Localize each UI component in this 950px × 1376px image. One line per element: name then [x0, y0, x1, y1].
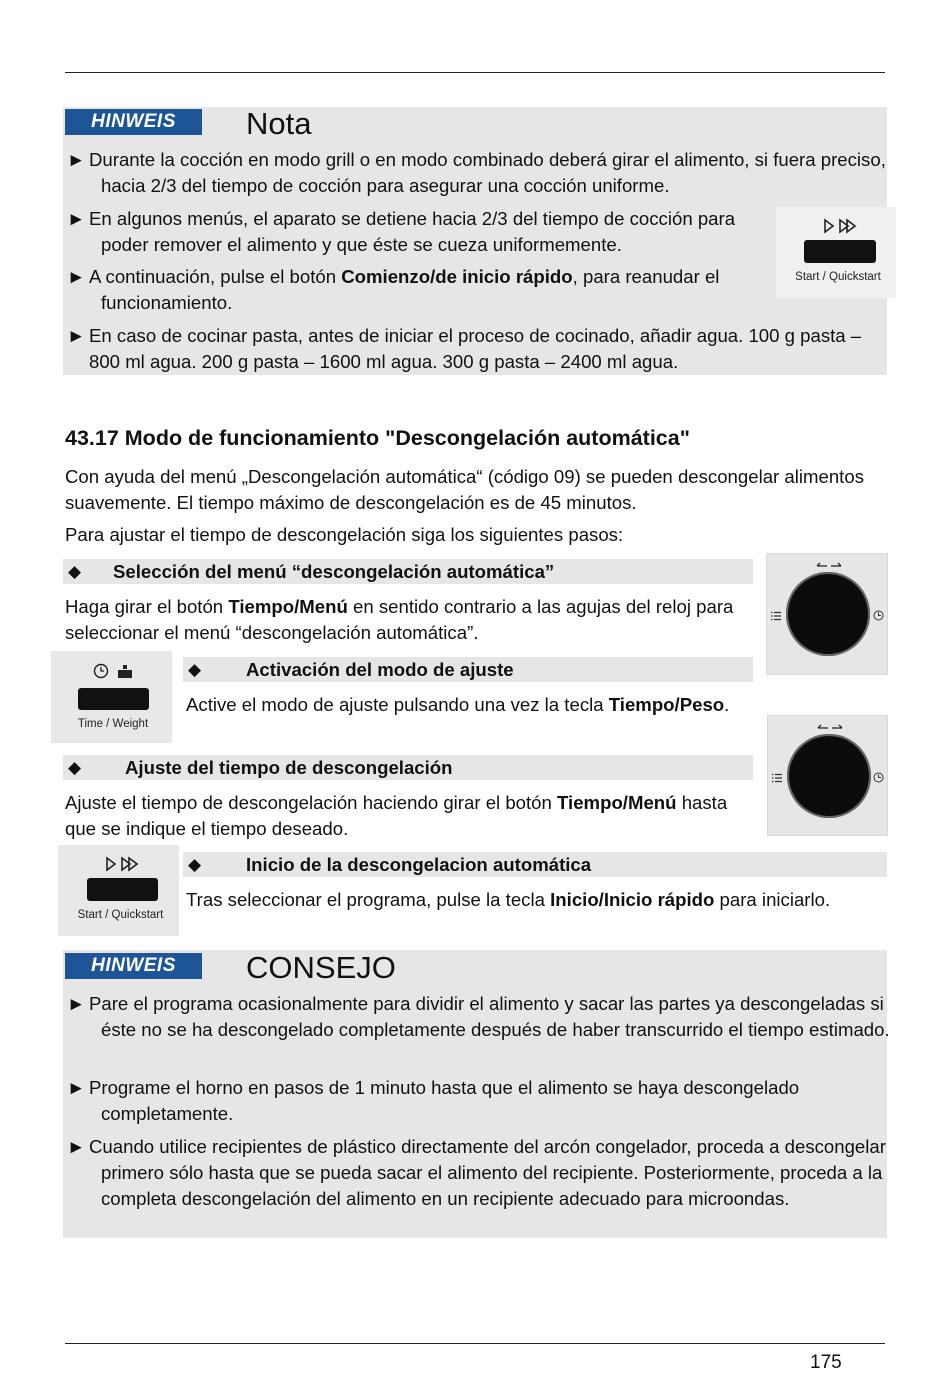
time-menu-knob[interactable]: [787, 734, 871, 818]
time-weight-button[interactable]: [78, 688, 149, 710]
step-2-text: Active el modo de ajuste pulsando una vez la tecla Tiempo/Peso.: [186, 694, 730, 715]
start-quickstart-panel: [776, 207, 896, 298]
start-quickstart-panel-2: [58, 845, 179, 936]
bullet-arrow-icon: ►: [67, 149, 86, 170]
bullet-arrow-icon: ►: [67, 1077, 86, 1098]
diamond-icon: ◆: [188, 660, 202, 679]
time-menu-knob[interactable]: [786, 572, 870, 656]
tip-bullet-2: ► Programe el horno en pasos de 1 minuto hasta que el alimento se haya descongelado completamente.: [67, 1077, 800, 1124]
time-menu-knob-panel-2: [767, 715, 888, 836]
time-menu-knob-panel-1: [766, 553, 888, 675]
note-bullet-3: ► A continuación, pulse el botón Comienzo/de inicio rápido, para reanudar el funcionamiento.: [67, 266, 720, 313]
step-1-header: [63, 559, 753, 584]
time-weight-panel: [51, 651, 172, 743]
play-quickstart-icon: [103, 855, 143, 873]
step-4-text: Tras seleccionar el programa, pulse la tecla Inicio/Inicio rápido para iniciarlo.: [186, 889, 831, 910]
top-rule: [65, 72, 885, 73]
step-3-text: Ajuste el tiempo de descongelación haciendo girar el botón Tiempo/Menú hasta que se indique el tiempo deseado.: [65, 792, 728, 839]
step-3-title: Ajuste del tiempo de descongelación: [125, 757, 453, 778]
step-2-header: [183, 657, 753, 682]
clock-icon: [873, 772, 884, 783]
steps-intro: Para ajustar el tiempo de descongelación siga los siguientes pasos:: [65, 524, 624, 545]
bullet-arrow-icon: ►: [67, 325, 86, 346]
start-quickstart-button[interactable]: [87, 878, 158, 901]
menu-list-icon: [771, 773, 783, 783]
hinweis-badge: HINWEIS: [65, 109, 202, 135]
tip-bullet-1: ► Pare el programa ocasionalmente para dividir el alimento y sacar las partes ya descongeladas si éste no se ha descongelado completamente después de haber transcurrido el tiempo estimado.: [67, 993, 890, 1040]
note-bullet-1: ► Durante la cocción en modo grill o en modo combinado deberá girar el alimento, si fuera preciso, hacia 2/3 del tiempo de cocción para asegurar una cocción uniforme.: [67, 149, 886, 196]
hinweis-badge: HINWEIS: [65, 953, 202, 979]
start-quickstart-label: Start / Quickstart: [77, 909, 164, 921]
bullet-arrow-icon: ►: [67, 1136, 86, 1157]
bullet-arrow-icon: ►: [67, 993, 86, 1014]
note-title: Nota: [246, 106, 312, 141]
page-number: 175: [810, 1352, 842, 1373]
rotate-arrows-icon: [816, 723, 844, 733]
tip-bullet-3: ► Cuando utilice recipientes de plástico directamente del arcón congelador, proceda a descongelar primero sólo hasta que se pueda sacar el alimento del recipiente. Posteriormente, proceda a la completa descongelación del alimento en un recipiente adecuado para microondas.: [67, 1136, 886, 1209]
clock-weight-icon: [92, 662, 136, 680]
note-bullet-4: ► En caso de cocinar pasta, antes de iniciar el proceso de cocinado, añadir agua. 100 g pasta – 800 ml agua. 200 g pasta – 1600 ml agua. 300 g pasta – 2400 ml agua.: [67, 325, 862, 372]
step-2-title: Activación del modo de ajuste: [246, 659, 514, 680]
bullet-arrow-icon: ►: [67, 266, 86, 287]
bottom-rule: [65, 1343, 885, 1344]
bullet-arrow-icon: ►: [67, 208, 86, 229]
diamond-icon: ◆: [68, 758, 82, 777]
step-4-header: [183, 852, 887, 877]
note-bullet-2: ► En algunos menús, el aparato se detiene hacia 2/3 del tiempo de cocción para poder remover el alimento y que éste se cueza uniformemente.: [67, 208, 736, 255]
step-3-header: [63, 755, 753, 780]
section-intro: Con ayuda del menú „Descongelación automática“ (código 09) se pueden descongelar alimentos suavemente. El tiempo máximo de descongelación es de 45 minutos.: [65, 466, 864, 513]
menu-list-icon: [770, 611, 782, 621]
start-quickstart-button[interactable]: [804, 240, 876, 263]
step-1-text: Haga girar el botón Tiempo/Menú en sentido contrario a las agujas del reloj para seleccionar el menú “descongelación automática”.: [65, 596, 734, 643]
step-1-title: Selección del menú “descongelación automática”: [113, 561, 555, 582]
start-quickstart-label: Start / Quickstart: [795, 271, 881, 283]
diamond-icon: ◆: [68, 562, 82, 581]
tip-title: CONSEJO: [246, 950, 396, 985]
time-weight-label: Time / Weight: [77, 718, 149, 730]
diamond-icon: ◆: [188, 855, 202, 874]
step-4-title: Inicio de la descongelacion automática: [246, 854, 592, 875]
clock-icon: [873, 610, 884, 621]
rotate-arrows-icon: [815, 561, 843, 571]
section-heading: 43.17 Modo de funcionamiento "Descongelación automática": [65, 426, 690, 450]
play-quickstart-icon: [821, 217, 861, 235]
